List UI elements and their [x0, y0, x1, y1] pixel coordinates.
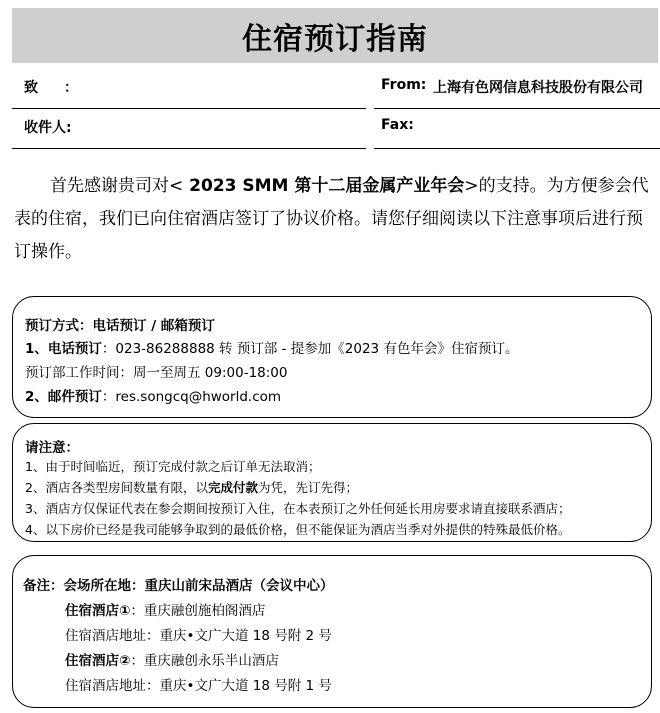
to-colon: ：	[64, 80, 78, 96]
to-label: 致	[24, 80, 38, 96]
phone-booking-line	[25, 337, 518, 357]
hotel-2-name: ：重庆融创永乐半山酒店	[130, 653, 279, 669]
fax-label: Fax:	[381, 117, 414, 133]
venue-line: 备注：会场所在地：重庆山前宋品酒店（会议中心）	[23, 578, 334, 594]
hotel-2-address: 住宿酒店地址：重庆•文广大道 18 号附 1 号	[65, 678, 332, 694]
notice-item-2-c: 为凭，先订先得；	[257, 480, 358, 495]
notice-box	[12, 423, 652, 542]
from-value: 上海有色网信息科技股份有限公司	[433, 80, 643, 96]
remarks-box	[12, 555, 652, 708]
phone-booking-label: 1、电话预订	[25, 341, 102, 357]
notice-heading: 请注意：	[25, 440, 79, 456]
page-title: 住宿预订指南	[242, 21, 428, 57]
booking-hours: 预订部工作时间：周一至周五 09:00-18:00	[25, 365, 288, 381]
notice-item-2-a: 2、酒店各类型房间数量有限，以	[25, 480, 208, 495]
recipient-field	[12, 106, 366, 149]
intro-part1: 首先感谢贵司对<	[50, 176, 184, 196]
from-label: From:	[381, 77, 427, 93]
header-row-recipient-fax	[12, 106, 652, 148]
intro-paragraph	[14, 170, 652, 269]
hotel-1-name: ：重庆融创施柏阁酒店	[130, 603, 266, 619]
intro-event-name: 2023 SMM 第十二届金属产业年会	[183, 176, 465, 196]
email-booking-text[interactable]: ：res.songcq@hworld.com	[101, 389, 282, 405]
recipient-label: 收件人:	[24, 120, 72, 136]
hotel-1-label: 住宿酒店①	[65, 603, 131, 619]
to-field	[12, 66, 366, 109]
notice-item-1: 1、由于时间临近，预订完成付款之后订单无法取消；	[25, 459, 321, 474]
fax-field	[374, 106, 660, 149]
email-booking-label: 2、邮件预订	[25, 389, 102, 405]
title-bar	[12, 8, 658, 63]
notice-item-2-bold: 完成付款	[207, 480, 258, 495]
notice-item-3: 3、酒店方仅保证代表在参会期间按预订入住，在本表预订之外任何延长用房要求请直接联系酒店；	[25, 501, 571, 516]
hotel-2-label: 住宿酒店②	[65, 653, 131, 669]
hotel-1-address: 住宿酒店地址：重庆•文广大道 18 号附 2 号	[65, 628, 332, 644]
notice-item-4: 4、以下房价已经是我司能够争取到的最低价格，但不能保证为酒店当季对外提供的特殊最低价格。	[25, 522, 571, 537]
notice-item-2	[25, 478, 358, 496]
header-row-to-from	[12, 66, 652, 108]
from-field	[374, 66, 660, 109]
booking-method-box	[12, 296, 652, 418]
phone-booking-text: ：023-86288888 转 预订部 - 提参加《2023 有色年会》住宿预订。	[101, 341, 519, 357]
intro-part2: >的支持。为方便参会代表的住宿，我们已向住宿酒店签订了协议价格。请您仔细阅读以下注意事项后进行预订操作。	[14, 176, 649, 262]
email-booking-line	[25, 385, 281, 405]
hotel-1-line	[65, 599, 265, 619]
hotel-2-line	[65, 649, 279, 669]
booking-method: 预订方式：电话预订 / 邮箱预订	[25, 318, 215, 334]
